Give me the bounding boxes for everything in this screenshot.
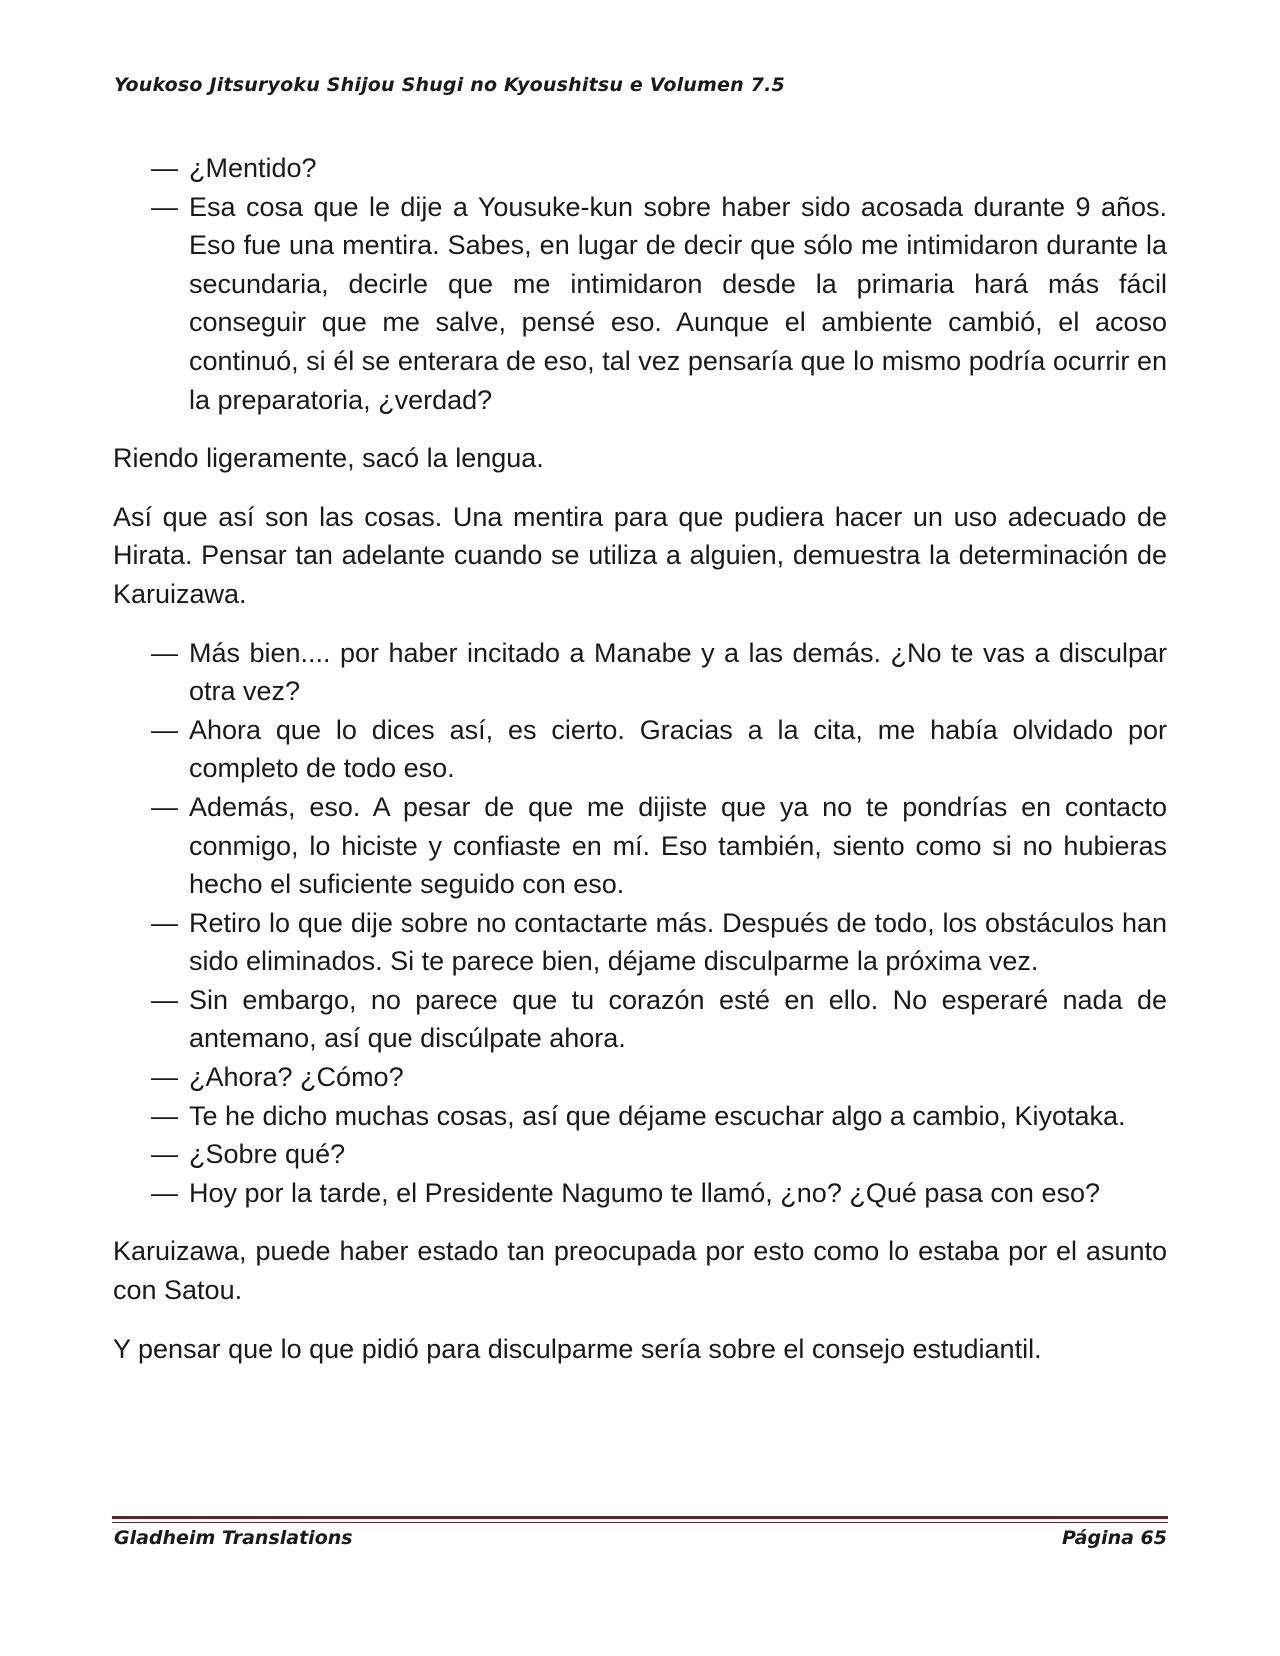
- dialog-line: [151, 1135, 1167, 1174]
- footer-publisher: Gladheim Translations: [114, 1527, 353, 1549]
- dialog-line: [151, 149, 1167, 188]
- dialog-line: [151, 711, 1167, 788]
- dialog-dash: —: [151, 907, 178, 938]
- dialog-line: [151, 981, 1167, 1058]
- dialog-dash: —: [151, 637, 178, 668]
- dialog-text: Esa cosa que le dije a Yousuke-kun sobre haber sido acosada durante 9 años. Eso fue una mentira. Sabes, en lugar de decir que sólo me intimidaron durante la secundaria, decirle que me intimidaron desde la primaria hará más fácil conseguir que me salve, pensé eso. Aunque el ambiente cambió, el acoso continuó, si él se enterara de eso, tal vez pensaría que lo mismo podría ocurrir en la preparatoria, ¿verdad?: [189, 191, 1167, 415]
- dialog-line: [151, 788, 1167, 904]
- page-body: [113, 149, 1167, 1388]
- dialog-line: [151, 1058, 1167, 1097]
- dialog-dash: —: [151, 791, 178, 822]
- page-header-title: Youkoso Jitsuryoku Shijou Shugi no Kyoushitsu e Volumen 7.5: [114, 74, 785, 96]
- dialog-line: [151, 188, 1167, 420]
- paragraph: Karuizawa, puede haber estado tan preocupada por esto como lo estaba por el asunto con Satou.: [113, 1236, 1167, 1306]
- dialog-text: Ahora que lo dices así, es cierto. Gracias a la cita, me había olvidado por completo de todo eso.: [189, 714, 1167, 784]
- dialog-block-2: [113, 634, 1167, 1213]
- dialog-dash: —: [151, 191, 178, 222]
- dialog-text: ¿Sobre qué?: [189, 1139, 346, 1170]
- dialog-dash: —: [151, 1100, 178, 1131]
- paragraph: Riendo ligeramente, sacó la lengua.: [113, 443, 544, 474]
- dialog-dash: —: [151, 1139, 178, 1170]
- dialog-dash: —: [151, 1177, 178, 1208]
- dialog-line: [151, 1174, 1167, 1213]
- paragraph: Así que así son las cosas. Una mentira para que pudiera hacer un uso adecuado de Hirata. Pensar tan adelante cuando se utiliza a alguien, demuestra la determinación de Karuizawa.: [113, 501, 1167, 609]
- dialog-dash: —: [151, 1062, 178, 1093]
- dialog-text: Hoy por la tarde, el Presidente Nagumo te llamó, ¿no? ¿Qué pasa con eso?: [189, 1177, 1100, 1208]
- dialog-dash: —: [151, 153, 178, 183]
- dialog-text: Más bien.... por haber incitado a Manabe y a las demás. ¿No te vas a disculpar otra vez?: [189, 637, 1167, 707]
- footer-page-number: Página 65: [1061, 1527, 1167, 1549]
- paragraph: Y pensar que lo que pidió para disculparme sería sobre el consejo estudiantil.: [113, 1333, 1042, 1364]
- dialog-text: Además, eso. A pesar de que me dijiste que ya no te pondrías en contacto conmigo, lo hiciste y confiaste en mí. Eso también, siento como si no hubieras hecho el suficiente seguido con eso.: [189, 791, 1167, 900]
- footer-rule-thin: [112, 1522, 1168, 1523]
- dialog-text: Te he dicho muchas cosas, así que déjame escuchar algo a cambio, Kiyotaka.: [189, 1100, 1126, 1131]
- dialog-text: ¿Ahora? ¿Cómo?: [189, 1062, 404, 1093]
- dialog-text: ¿Mentido?: [189, 153, 317, 183]
- dialog-text: Sin embargo, no parece que tu corazón esté en ello. No esperaré nada de antemano, así que discúlpate ahora.: [189, 984, 1167, 1054]
- dialog-line: [151, 904, 1167, 981]
- dialog-text: Retiro lo que dije sobre no contactarte más. Después de todo, los obstáculos han sido eliminados. Si te parece bien, déjame disculparme la próxima vez.: [189, 907, 1167, 977]
- dialog-block-1: [113, 149, 1167, 419]
- dialog-dash: —: [151, 714, 178, 745]
- dialog-dash: —: [151, 984, 178, 1015]
- footer-rule: [112, 1516, 1168, 1519]
- dialog-line: [151, 1097, 1167, 1136]
- dialog-line: [151, 634, 1167, 711]
